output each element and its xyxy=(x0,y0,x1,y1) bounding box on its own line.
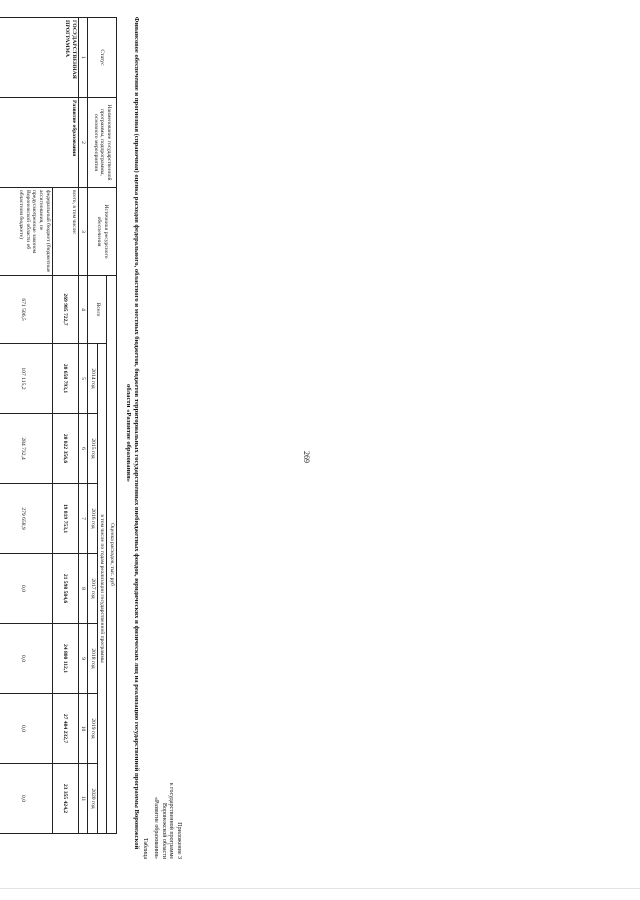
header-year: 2019 год xyxy=(88,694,98,764)
year-value-cell: 107 115,2 xyxy=(0,344,52,414)
year-value-cell: 23 355 424,2 xyxy=(52,764,78,834)
year-value-cell: 279 658,9 xyxy=(0,484,52,554)
source-cell xyxy=(52,188,78,276)
header-year: 2014 год xyxy=(88,344,98,414)
header-year: 2017 год xyxy=(88,554,98,624)
rotated-page xyxy=(0,0,182,873)
table-row xyxy=(52,18,78,834)
table-label: Таблица xyxy=(142,837,148,859)
total-value-cell: 671 506,5 xyxy=(0,276,52,344)
year-value-cell: 27 404 232,7 xyxy=(52,694,78,764)
source-label: федеральный бюджет (бюджетные ассигнования, не предусмотренные законом Воронежской области об областном бюджете) xyxy=(18,190,51,273)
status-cell: ГОСУДАРСТВЕННАЯ ПРОГРАММА xyxy=(0,18,78,98)
column-index: 1 xyxy=(78,18,88,98)
header-total: Всего xyxy=(88,276,107,344)
year-value-cell: 19 819 753,1 xyxy=(52,484,78,554)
appendix-line: Приложение 3 xyxy=(176,822,182,859)
program-name-cell: Развитие образования xyxy=(0,98,78,188)
source-cell xyxy=(0,188,52,276)
appendix-header xyxy=(152,783,182,859)
financing-table xyxy=(0,17,117,834)
year-value-cell: 284 732,4 xyxy=(0,414,52,484)
column-index: 10 xyxy=(78,694,88,764)
year-value-cell: 0,0 xyxy=(0,624,52,694)
header-source: Источники ресурсного обеспечения xyxy=(88,188,117,276)
appendix-line: к государственной программе xyxy=(168,782,175,859)
column-index: 8 xyxy=(78,554,88,624)
column-index: 3 xyxy=(78,188,88,276)
year-value-cell: 24 800 112,1 xyxy=(52,624,78,694)
column-index: 2 xyxy=(78,98,88,188)
column-index: 4 xyxy=(78,276,88,344)
year-value-cell: 0,0 xyxy=(0,764,52,834)
column-index: 7 xyxy=(78,484,88,554)
header-year: 2016 год xyxy=(88,484,98,554)
header-year: 2018 год xyxy=(88,624,98,694)
year-value-cell: 20 022 356,6 xyxy=(52,414,78,484)
document-title: Финансовое обеспечение и прогнозная (справочная) оценка расходов федерального, областного и местных бюджетов, бюджетов территориальных государственных внебюджетных фондов, юридических и физических лиц на реализацию государственной программы Воронежской области «Развитие образования» xyxy=(125,16,140,850)
year-value-cell: 20 658 793,1 xyxy=(52,344,78,414)
column-index: 11 xyxy=(78,764,88,834)
header-program-name: Наименование государственной программы, подпрограммы, основного мероприятия xyxy=(88,98,117,188)
header-year: 2015 год xyxy=(88,414,98,484)
header-status: Статус xyxy=(88,18,117,98)
scan-edge xyxy=(0,888,640,889)
header-by-years: в том числе по годам реализации государственной программы xyxy=(97,344,107,834)
table-body xyxy=(0,18,78,834)
column-index: 9 xyxy=(78,624,88,694)
source-label: всего, в том числе: xyxy=(70,190,77,235)
column-index: 5 xyxy=(78,344,88,414)
page-number: 269 xyxy=(302,451,311,463)
column-index-row xyxy=(78,18,88,834)
appendix-line: Воронежской области xyxy=(161,803,167,859)
total-value-cell: 269 985 722,7 xyxy=(52,276,78,344)
column-index: 6 xyxy=(78,414,88,484)
year-value-cell: 21 598 584,6 xyxy=(52,554,78,624)
header-estimate: Оценка расходов, тыс. руб xyxy=(107,276,117,834)
appendix-line: «Развитие образования» xyxy=(153,796,160,859)
year-value-cell: 0,0 xyxy=(0,554,52,624)
year-value-cell: 0,0 xyxy=(0,694,52,764)
header-year: 2020 год xyxy=(88,764,98,834)
